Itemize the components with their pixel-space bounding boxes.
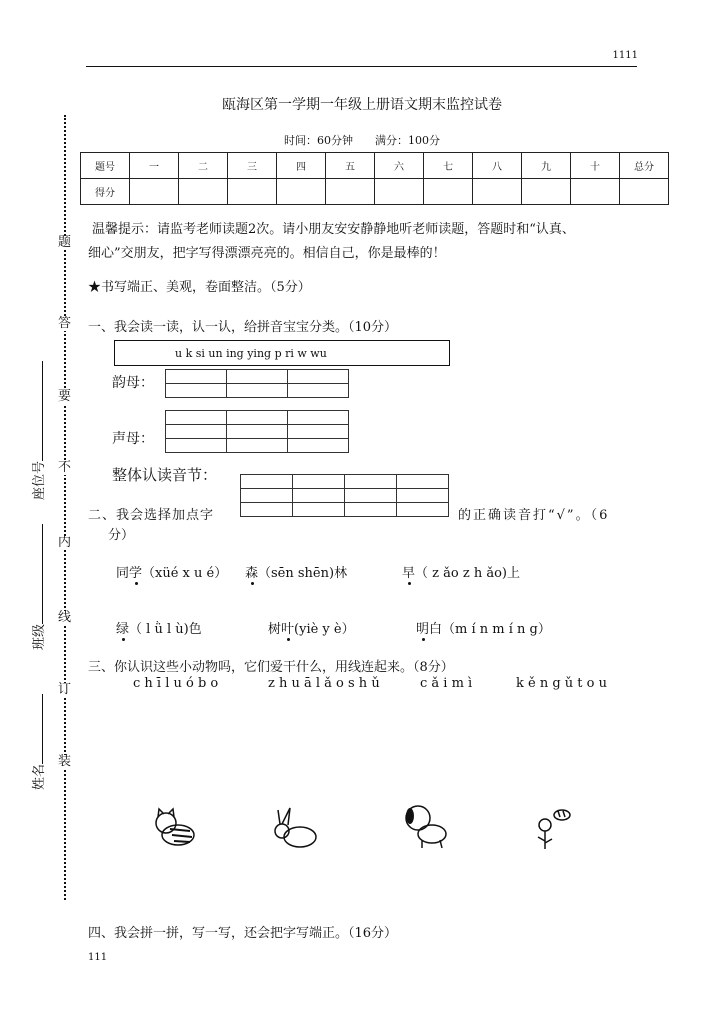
q3-title: 三、你认识这些小动物吗，它们爱干什么，用线连起来。（8分）: [88, 660, 454, 675]
binding-char: 不: [58, 460, 72, 475]
score-cell[interactable]: [326, 179, 375, 205]
q2-item[interactable]: 明白（m í n m í n g）: [416, 622, 551, 637]
q4-title: 四、我会拼一拼，写一写，还会把字写端正。（16分）: [88, 926, 398, 941]
score-cell[interactable]: [620, 179, 669, 205]
score-cell[interactable]: [571, 179, 620, 205]
class-label: 班级: [32, 623, 47, 650]
score-header-cell: 四: [277, 153, 326, 179]
initials-grid[interactable]: [165, 410, 349, 453]
binding-char: 订: [58, 682, 72, 697]
q2-item[interactable]: 早（ z ǎo z h ǎo)上: [402, 566, 520, 581]
q3-pinyin: c ǎ i m ì: [420, 676, 473, 691]
q3-pinyin: c h ī l u ó b o: [133, 676, 219, 691]
q2-item[interactable]: 同学（xüé x u é）: [116, 566, 228, 581]
score-header-cell: 七: [424, 153, 473, 179]
score-cell[interactable]: [424, 179, 473, 205]
score-cell[interactable]: [277, 179, 326, 205]
score-cell[interactable]: [522, 179, 571, 205]
score-cell[interactable]: [228, 179, 277, 205]
score-header-cell: 十: [571, 153, 620, 179]
pinyin-letters-box: u k si un ing ying p ri w wu: [114, 340, 450, 366]
binding-char: 内: [58, 535, 72, 550]
score-cell[interactable]: [179, 179, 228, 205]
dog-image[interactable]: [398, 800, 453, 850]
cat-image[interactable]: [150, 805, 200, 850]
page-title: 瓯海区第一学期一年级上册语文期末监控试卷: [222, 97, 502, 113]
score-header-cell: 三: [228, 153, 277, 179]
bee-flower-image[interactable]: [530, 803, 575, 851]
name-label: 姓名: [32, 763, 47, 790]
binding-char: 线: [58, 610, 72, 625]
score-cell[interactable]: [375, 179, 424, 205]
exam-time-info: 时间：60分钟 满分：100分: [284, 134, 440, 147]
score-cell[interactable]: [473, 179, 522, 205]
binding-char: 答: [58, 316, 72, 331]
binding-dotted-line: [64, 115, 66, 900]
page-code-top: 1111: [612, 50, 638, 61]
class-field[interactable]: [28, 524, 47, 650]
initials-label: 声母：: [112, 431, 154, 447]
q2-item[interactable]: 树叶(yiè y è）: [268, 622, 355, 637]
score-header-cell: 一: [130, 153, 179, 179]
tip-line-1: 温馨提示：请监考老师读题2次。请小朋友安安静静地听老师读题，答题时和“认真、: [92, 222, 575, 237]
q1-title: 一、我会读一读，认一认，给拼音宝宝分类。（10分）: [88, 320, 398, 335]
q2-title-a: 二、我会选择加点字: [88, 508, 215, 523]
score-header-cell: 总分: [620, 153, 669, 179]
score-header-cell: 五: [326, 153, 375, 179]
score-header-cell: 六: [375, 153, 424, 179]
q2-title-c: 分）: [108, 528, 135, 543]
score-header-cell: 九: [522, 153, 571, 179]
q2-title-b: 的正确读音打“√”。（6: [458, 508, 610, 523]
binding-char: 题: [58, 235, 72, 250]
whole-syllables-grid[interactable]: [240, 474, 449, 517]
q3-pinyin: k ě n g ǔ t o u: [516, 676, 607, 691]
header-rule: [86, 66, 637, 67]
tip-line-2: 细心”交朋友，把字写得漂漂亮亮的。相信自己，你是最棒的！: [88, 246, 446, 261]
whole-syllables-label: 整体认读音节：: [112, 466, 218, 484]
neatness-item: ★书写端正、美观，卷面整洁。（5分）: [88, 280, 311, 295]
finals-grid[interactable]: [165, 369, 349, 398]
seat-number-label: 座位号: [32, 460, 47, 500]
binding-char: 装: [58, 754, 72, 769]
score-row-label: 得分: [81, 179, 130, 205]
score-cell[interactable]: [130, 179, 179, 205]
seat-number-field[interactable]: [28, 361, 47, 500]
score-header-cell: 八: [473, 153, 522, 179]
rabbit-image[interactable]: [268, 805, 323, 850]
page-code-bottom: 111: [88, 952, 108, 963]
score-header-cell: 二: [179, 153, 228, 179]
score-table: [80, 152, 669, 205]
q3-pinyin: z h u ā l ǎ o s h ǔ: [268, 676, 380, 691]
q2-item[interactable]: 绿（ l ǜ l ù)色: [116, 622, 202, 637]
finals-label: 韵母：: [112, 375, 154, 391]
binding-char: 要: [58, 389, 72, 404]
score-header-cell: 题号: [81, 153, 130, 179]
name-field[interactable]: [28, 694, 47, 790]
q2-item[interactable]: 森（sēn shēn)林: [245, 566, 348, 581]
